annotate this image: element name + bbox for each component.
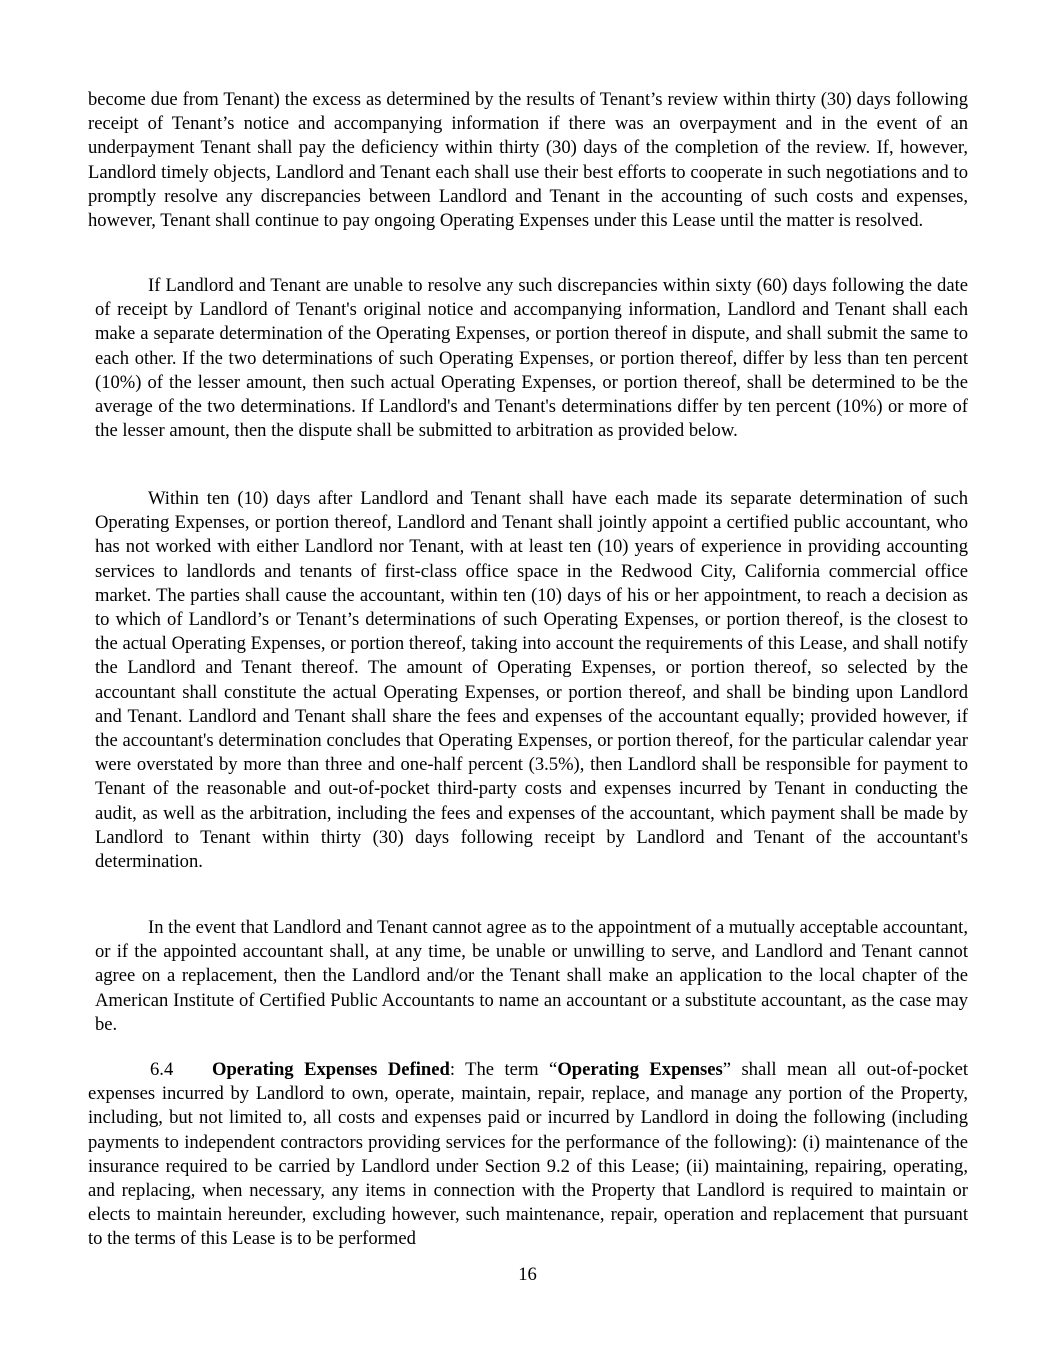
paragraph-accountant-appointment: Within ten (10) days after Landlord and Tenant shall have each made its separate determination of such Operating Expenses, or portion thereof, Landlord and Tenant shall jointly appoint a certified public accountant, who has not worked with either Landlord nor Tenant, with at least ten (10) years of experience in providing accounting services to landlords and tenants of first-class office space in the Redwood City, California commercial office market. The parties shall cause the accountant, within ten (10) days of his or her appointment, to reach a decision as to which of Landlord’s or Tenant’s determinations of such Operating Expenses, or portion thereof, is the closest to the actual Operating Expenses, or portion thereof, taking into account the requirements of this Lease, and shall notify the Landlord and Tenant thereof. The amount of Operating Expenses, or portion thereof, so selected by the accountant shall constitute the actual Operating Expenses, or portion thereof, and shall be binding upon Landlord and Tenant. Landlord and Tenant shall share the fees and expenses of the accountant equally; provided however, if the accountant's determination concludes that Operating Expenses, or portion thereof, for the particular calendar year were overstated by more than three and one-half percent (3.5%), then Landlord shall be responsible for payment to Tenant of the reasonable and out-of-pocket third-party costs and expenses incurred by Tenant in conducting the audit, as well as the arbitration, including the fees and expenses of the accountant, which payment shall be made by Landlord to Tenant within thirty (30) days following receipt by Landlord and Tenant of the accountant's determination.: [95, 488, 968, 873]
section-title: Operating Expenses Defined: [212, 1059, 450, 1080]
page-number: 16: [518, 1264, 537, 1285]
section-title-separator: : The term “: [449, 1059, 558, 1080]
section-number: 6.4: [150, 1059, 174, 1080]
paragraph-review-continuation: become due from Tenant) the excess as determined by the results of Tenant’s review within thirty (30) days following receipt of Tenant’s notice and accompanying information if there was an overpayment and in the event of an underpayment Tenant shall pay the deficiency within thirty (30) days of the completion of the review. If, however, Landlord timely objects, Landlord and Tenant each shall use their best efforts to cooperate in such negotiations and to promptly resolve any discrepancies between Landlord and Tenant in the accounting of such costs and expenses, however, Tenant shall continue to pay ongoing Operating Expenses under this Lease until the matter is resolved.: [88, 89, 968, 232]
section-body: ” shall mean all out-of-pocket expenses incurred by Landlord to own, operate, maintain, repair, replace, and manage any portion of the Property, including, but not limited to, all costs and expenses paid or incurred by Landlord in doing the following (including payments to independent contractors providing services for the performance of the following): (i) maintenance of the insurance required to be carried by Landlord under Section 9.2 of this Lease; (ii) maintaining, repairing, operating, and replacing, when necessary, any items in connection with the Property that Landlord is required to maintain or elects to maintain hereunder, excluding however, such maintenance, repair, operation and replacement that pursuant to the terms of this Lease is to be performed: [88, 1059, 968, 1250]
paragraph-accountant-replacement: In the event that Landlord and Tenant cannot agree as to the appointment of a mutually acceptable accountant, or if the appointed accountant shall, at any time, be unable or unwilling to serve, and Landlord and Tenant cannot agree on a replacement, then the Landlord and/or the Tenant shall make an application to the local chapter of the American Institute of Certified Public Accountants to name an accountant or a substitute accountant, as the case may be.: [95, 917, 968, 1035]
defined-term: Operating Expenses: [557, 1059, 723, 1080]
paragraph-discrepancy-determination: If Landlord and Tenant are unable to resolve any such discrepancies within sixty (60) days following the date of receipt by Landlord of Tenant's original notice and accompanying information, Landlord and Tenant shall each make a separate determination of the Operating Expenses, or portion thereof in dispute, and shall submit the same to each other. If the two determinations of such Operating Expenses, or portion thereof, differ by less than ten percent (10%) of the lesser amount, then such actual Operating Expenses, or portion thereof, shall be determined to be the average of the two determinations. If Landlord's and Tenant's determinations differ by ten percent (10%) or more of the lesser amount, then the dispute shall be submitted to arbitration as provided below.: [95, 275, 968, 442]
section-6-4-paragraph: [88, 1058, 968, 1252]
